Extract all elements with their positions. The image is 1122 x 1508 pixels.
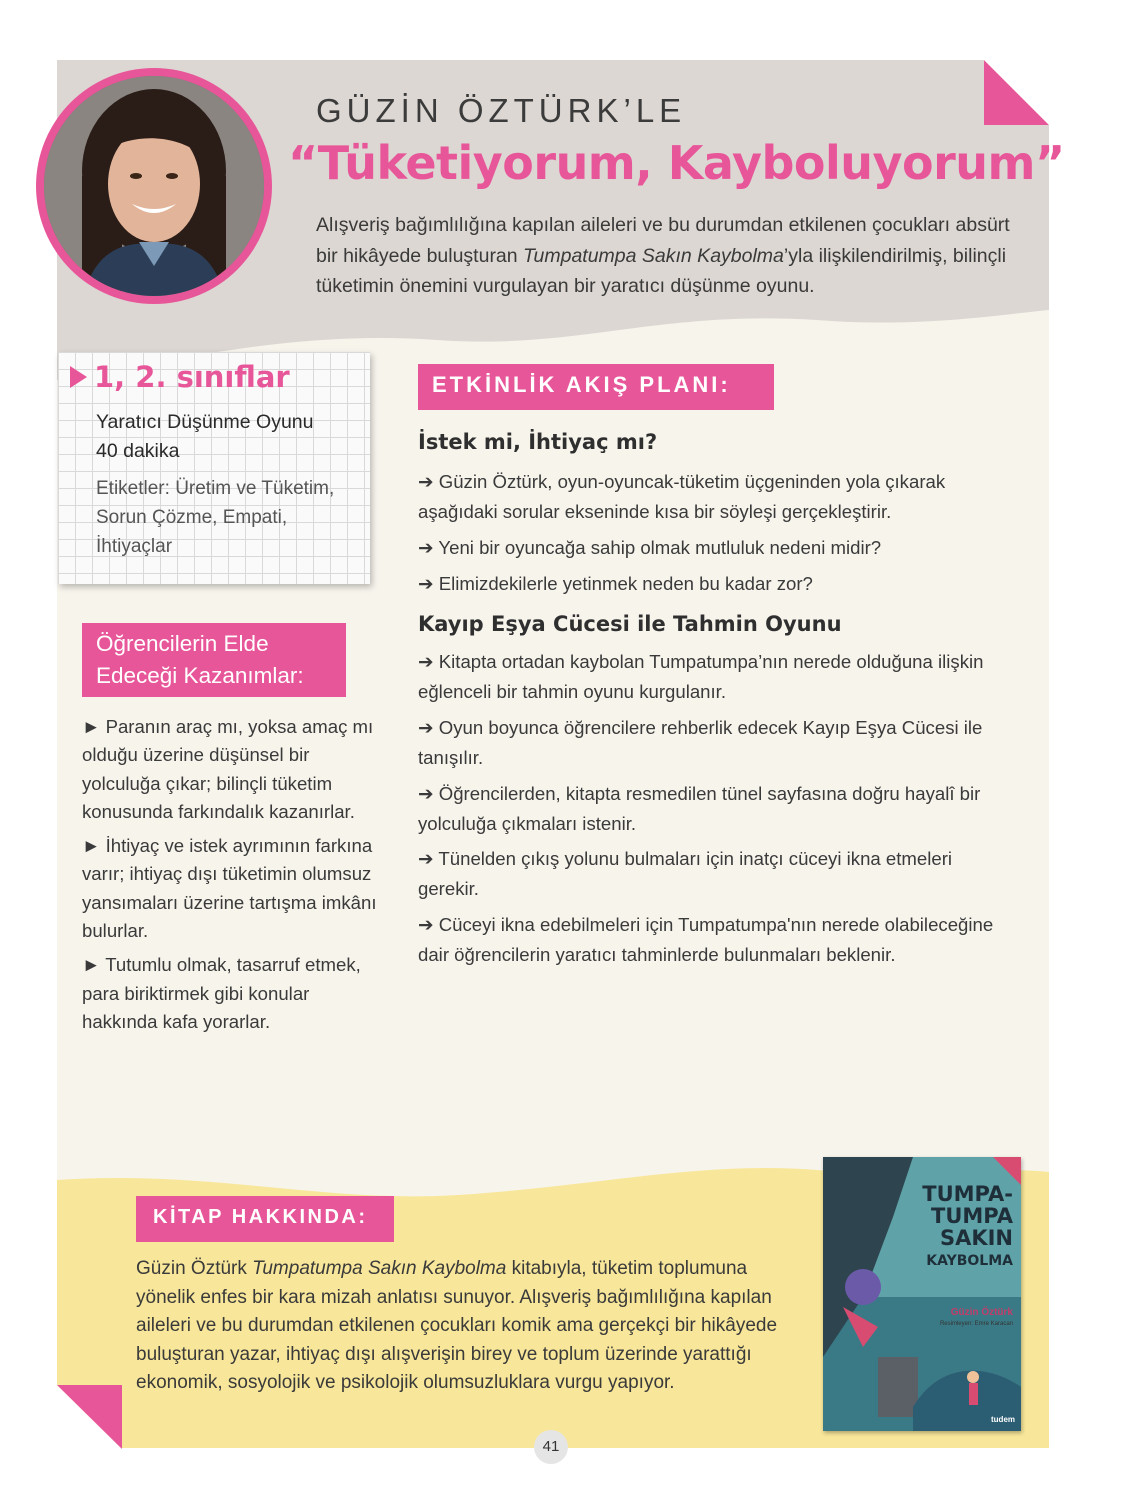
section2-item: ➔ Cüceyi ikna edebilmeleri için Tumpatumpa'nın nerede olabileceğine dair öğrencilerin yaratıcı tahminlerde bulunmaları beklenir. xyxy=(418,914,994,965)
author-photo-frame xyxy=(36,68,272,304)
book-title-line2: TUMPA xyxy=(931,1204,1013,1228)
section1-item: ➔ Elimizdekilerle yetinmek neden bu kadar zor? xyxy=(418,573,813,594)
book-title-line4: KAYBOLMA xyxy=(926,1253,1013,1269)
kitap-text-2: kitabıyla, tüketim toplumuna yönelik enfes bir kara mizah anlatısı sunuyor. Alışveriş bağımlılığına kapılan aileleri ve bu durumdan etkilenen çocukları komik ama gerçekçi bir hikâyede buluşturan yazar, ihtiyaç dışı alışverişin birey ve toplum üzerinde yarattığı ekonomik, sosyolojik ve psikolojik olumsuzluklara vurgu yapıyor. xyxy=(136,1258,778,1393)
book-title xyxy=(913,1183,1013,1249)
play-arrow-icon xyxy=(70,366,87,388)
grade-text: 1, 2. sınıflar xyxy=(94,360,290,394)
book-illustrator: Resimleyen: Emre Karacan xyxy=(939,1321,1013,1327)
kazanim-item: ► İhtiyaç ve istek ayrımının farkına varır; ihtiyaç dışı tüketimin olumsuz yansımaları üzerine tartışma imkânı bulurlar. xyxy=(82,835,377,942)
kazanim-item: ► Paranın araç mı, yoksa amaç mı olduğu üzerine düşünsel bir yolculuğa çıkar; bilinçli tüketim konusunda farkındalık kazanırlar. xyxy=(82,716,374,822)
corner-decoration-top-right xyxy=(984,60,1049,125)
section1-heading: İstek mi, İhtiyaç mı? xyxy=(418,430,658,454)
plan-heading: ETKİNLİK AKIŞ PLANI: xyxy=(418,364,774,410)
intro-text-2: ’yla ilişkilendirilmiş, bilinçli tüketimin önemini vurgulayan bir yaratıcı düşünme oyunu. xyxy=(316,244,1007,297)
page-number: 41 xyxy=(534,1430,568,1464)
kazanimlar-list xyxy=(82,713,382,1042)
grade-label xyxy=(70,360,290,394)
section2-item: ➔ Öğrencilerden, kitapta resmedilen tünel sayfasına doğru hayalî bir yolculuğa çıkmaları istenir. xyxy=(418,783,981,834)
section2-item: ➔ Oyun boyunca öğrencilere rehberlik edecek Kayıp Eşya Cücesi ile tanışılır. xyxy=(418,717,983,768)
section2-heading: Kayıp Eşya Cücesi ile Tahmin Oyunu xyxy=(418,612,842,636)
corner-decoration-bottom-left xyxy=(57,1385,122,1449)
section1-item: ➔ Güzin Öztürk, oyun-oyuncak-tüketim üçgeninden yola çıkarak aşağıdaki sorular ekseninde kısa bir söyleşi gerçekleştirir. xyxy=(418,471,946,522)
page-title: “Tüketiyorum, Kayboluyorum” xyxy=(288,136,1065,190)
book-cover xyxy=(823,1157,1021,1431)
kazanimlar-heading-line1: Öğrencilerin Elde xyxy=(96,631,269,656)
section2-item: ➔ Tünelden çıkış yolunu bulmaları için inatçı cüceyi ikna etmeleri gerekir. xyxy=(418,848,953,899)
author-photo xyxy=(44,76,264,296)
header-kicker: GÜZİN ÖZTÜRK’LE xyxy=(316,92,687,129)
activity-type: Yaratıcı Düşünme Oyunu xyxy=(96,411,314,433)
kazanimlar-heading-line2: Edeceği Kazanımlar: xyxy=(96,663,304,688)
section2-item: ➔ Kitapta ortadan kaybolan Tumpatumpa’nın nerede olduğuna ilişkin eğlenceli bir tahmin oyunu kurgulanır. xyxy=(418,651,984,702)
kitap-book-title: Tumpatumpa Sakın Kaybolma xyxy=(252,1258,507,1279)
kazanim-item: ► Tutumlu olmak, tasarruf etmek, para biriktirmek gibi konular hakkında kafa yorarlar. xyxy=(82,954,361,1032)
book-title-line3: SAKIN xyxy=(939,1226,1013,1250)
publisher-logo: tudem xyxy=(991,1415,1015,1424)
book-author: Güzin Öztürk xyxy=(950,1307,1013,1318)
kitap-paragraph xyxy=(136,1255,806,1398)
kitap-heading: KİTAP HAKKINDA: xyxy=(136,1196,394,1242)
activity-tags: Etiketler: Üretim ve Tüketim, Sorun Çözme, Empati, İhtiyaçlar xyxy=(96,478,335,557)
kitap-text-1: Güzin Öztürk xyxy=(136,1258,253,1279)
kazanimlar-heading xyxy=(82,623,346,697)
intro-text-1: Alışveriş bağımlılığına kapılan aileleri ve bu durumdan etkilenen çocukları absürt bir hikâyede buluşturan xyxy=(316,214,1010,267)
section1-item: ➔ Yeni bir oyuncağa sahip olmak mutluluk nedeni midir? xyxy=(418,537,882,558)
book-title-line1: TUMPA- xyxy=(922,1182,1013,1206)
intro-book-title: Tumpatumpa Sakın Kaybolma xyxy=(523,244,784,267)
activity-duration: 40 dakika xyxy=(96,440,180,462)
intro-paragraph xyxy=(316,210,1016,302)
